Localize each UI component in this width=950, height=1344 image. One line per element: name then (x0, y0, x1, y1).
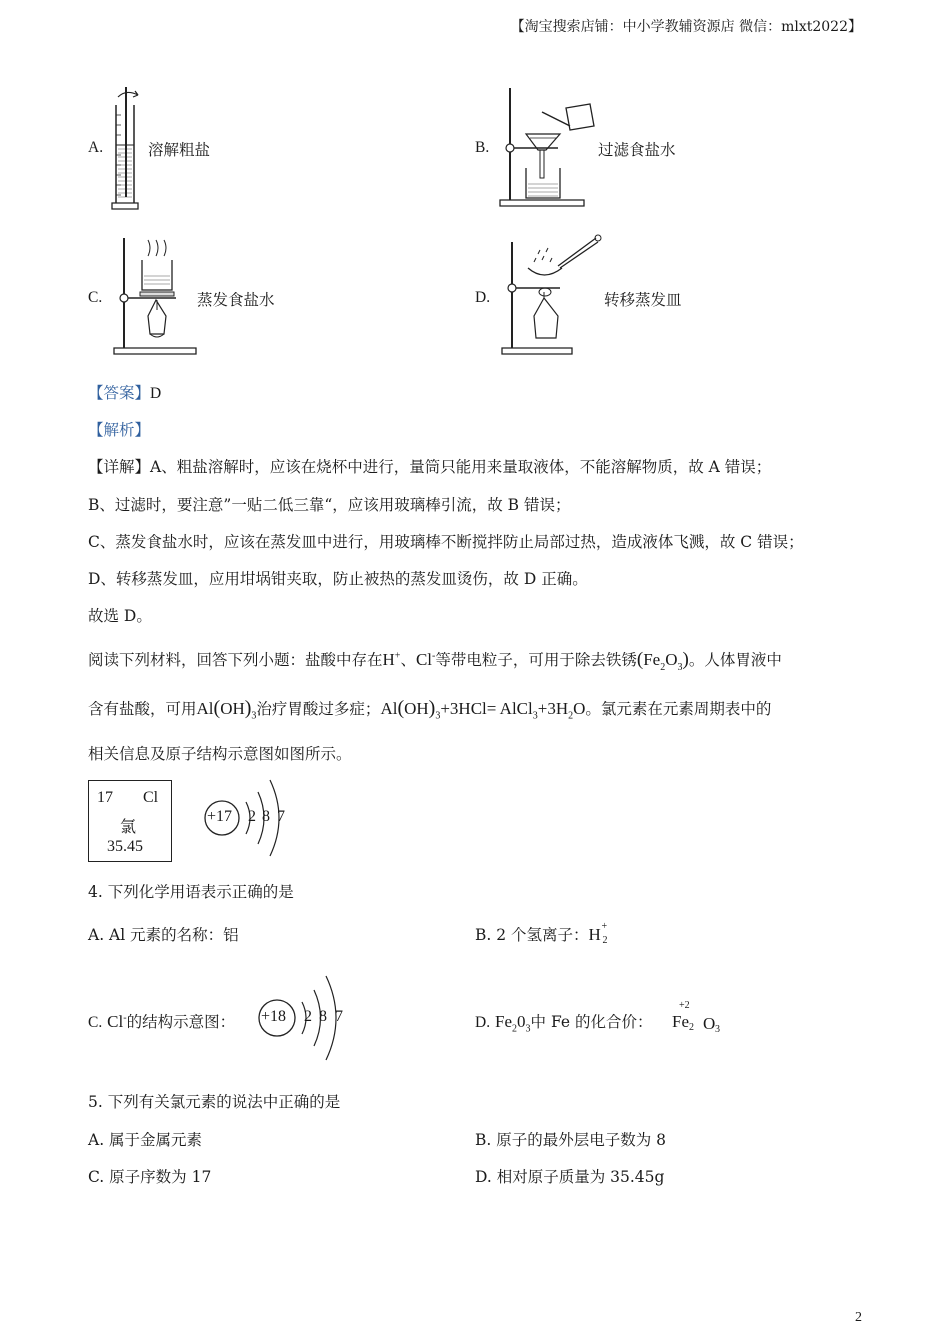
q5-stem: 5. 下列有关氯元素的说法中正确的是 (88, 1093, 341, 1111)
filtration-figure (498, 86, 598, 212)
q4-option-c (88, 1010, 235, 1032)
element-mass: 35.45 (107, 838, 143, 855)
answer-value: D (150, 385, 162, 402)
q4-option-d-formula: $Fe_20_3$ (495, 1012, 531, 1035)
q5-option-b: B. 原子的最外层电子数为 8 (475, 1131, 667, 1149)
reading-line-3: 相关信息及原子结构示意图如图所示。 (88, 745, 352, 763)
aloh-formula: $Al(OH)_3$ (196, 697, 257, 722)
reading-text-2b: 治疗胃酸过多症； (256, 700, 381, 718)
reading-text-2a: 含有盐酸，可用 (88, 700, 197, 718)
answer-tag: 【答案】 (88, 384, 151, 402)
analysis-tag: 【解析】 (88, 421, 151, 439)
reading-line-2 (88, 697, 771, 721)
reading-text-1a: 阅读下列材料，回答下列小题：盐酸中存在 (88, 651, 383, 669)
option-d-letter: D. (475, 289, 491, 306)
q4-option-b (475, 923, 611, 945)
option-b-caption: 过滤食盐水 (598, 141, 676, 159)
header-watermark: 【淘宝搜索店铺：中小学教辅资源店 微信：mlxt2022】 (510, 19, 862, 35)
q4-d-o-sub: 3 (715, 1024, 720, 1035)
page-number: 2 (855, 1310, 862, 1325)
q4-option-d-text: 中 Fe 的化合价： (530, 1013, 653, 1031)
q5-option-c: C. 原子序数为 17 (88, 1168, 212, 1186)
reading-text-1c: 。人体胃液中 (688, 651, 782, 669)
q4-d-valence: +2 (679, 1000, 690, 1011)
option-c-letter: C. (88, 289, 103, 306)
atom-shell-2: 8 (262, 808, 270, 825)
atom-shell-1: 2 (248, 808, 256, 825)
option-a-caption: 溶解粗盐 (148, 141, 211, 159)
q4-option-c-text: 的结构示意图： (126, 1013, 236, 1031)
option-a-letter: A. (88, 139, 104, 156)
ion-h: H+ (382, 650, 401, 669)
reaction-equation: $Al(OH)_3+3HCl=$ $AlCl_3+3H_2O$ (380, 697, 586, 722)
detail-line-a (88, 455, 771, 477)
conclusion: 故选 D。 (88, 607, 152, 625)
ion-cl: Cl- (415, 650, 436, 669)
element-symbol: Cl (143, 789, 159, 806)
atom-shell-3: 7 (277, 808, 285, 825)
q4-c-shell-3: 7 (335, 1008, 343, 1025)
element-name: 氯 (120, 817, 137, 836)
q4-option-c-letter: C. (88, 1014, 103, 1031)
q4-c-shell-2: 8 (319, 1008, 327, 1025)
detail-line-d: D、转移蒸发皿，应用坩埚钳夹取，防止被热的蒸发皿烫伤，故 D 正确。 (88, 570, 588, 588)
q4-option-d (475, 1010, 652, 1034)
q5-option-d: D. 相对原子质量为 35.45g (475, 1168, 665, 1186)
q4-stem: 4. 下列化学用语表示正确的是 (88, 883, 294, 901)
q4-c-nucleus: +18 (261, 1008, 287, 1025)
answer-line (88, 381, 161, 403)
atom-nucleus: +17 (207, 808, 233, 825)
q4-d-fe-sub: 2 (689, 1022, 694, 1033)
detail-line-b: B、过滤时，要注意”一贴二低三靠“，应该用玻璃棒引流，故 B 错误； (88, 496, 571, 514)
q4-option-d-answer (672, 1000, 732, 1040)
option-d-caption: 转移蒸发皿 (604, 291, 682, 309)
element-number: 17 (97, 789, 113, 806)
reading-text-1b: 等带电粒子，可用于除去铁锈 (435, 651, 637, 669)
transfer-dish-figure (500, 232, 610, 360)
detail-text-a: A、粗盐溶解时，应该在烧杯中进行，量筒只能用来量取液体，不能溶解物质，故 A 错误； (150, 458, 772, 476)
evaporation-figure (112, 236, 202, 360)
option-b-letter: B. (475, 139, 490, 156)
reading-line-1 (88, 648, 782, 673)
reading-text-2c: 。氯元素在元素周期表中的 (585, 700, 772, 718)
option-c-caption: 蒸发食盐水 (197, 291, 275, 309)
atom-structure-diagram (202, 768, 302, 868)
cylinder-dissolving-figure (108, 85, 148, 213)
q5-option-a: A. 属于金属元素 (88, 1131, 203, 1149)
q4-option-c-ion: Cl- (107, 1012, 127, 1031)
q4-option-a: A. Al 元素的名称：铝 (88, 926, 239, 944)
detail-tag: 【详解】 (88, 458, 151, 476)
reading-sep: 、 (400, 651, 416, 669)
q4-d-fe: Fe (672, 1012, 689, 1031)
detail-line-c: C、蒸发食盐水时，应该在蒸发皿中进行，用玻璃棒不断搅拌防止局部过热，造成液体飞溅，故 C 错误； (88, 533, 804, 551)
q4-d-o: O (703, 1014, 716, 1033)
rust-formula: $(Fe_2O_3)$ (636, 649, 689, 673)
q4-c-shell-1: 2 (304, 1008, 312, 1025)
q4-option-b-text: B. 2 个氢离子： (475, 926, 589, 944)
q4-option-c-diagram (256, 966, 356, 1070)
element-card (88, 780, 172, 862)
q4-option-d-letter: D. (475, 1014, 491, 1031)
q4-option-b-formula: H + 2 (588, 921, 608, 946)
